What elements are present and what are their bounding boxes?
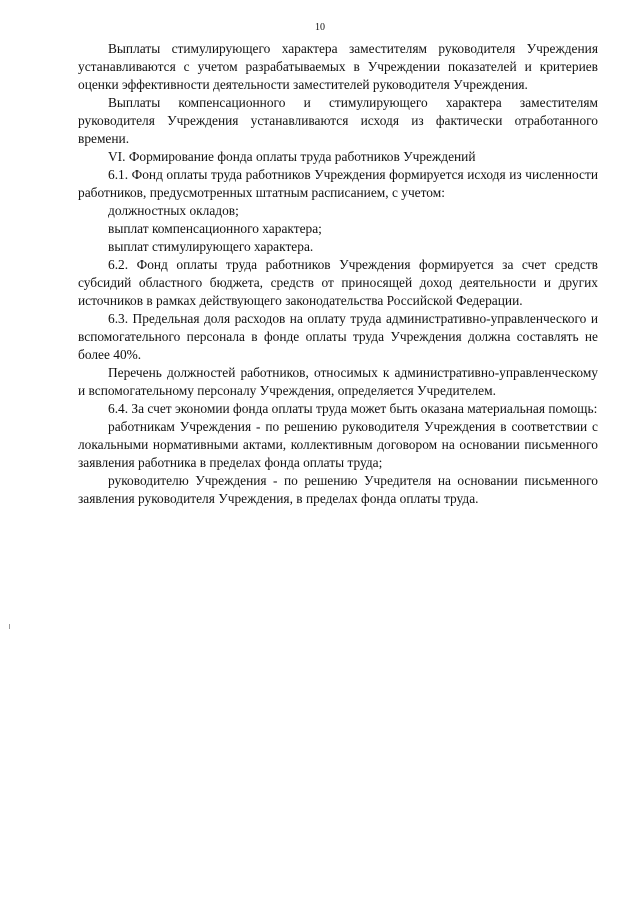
clause-6-2: 6.2. Фонд оплаты труда работников Учреждения формируется за счет средств субсидий областного бюджета, средств от приносящей доход деятельности и других источников в рамках действующего законодательства Российской Федерации. — [78, 257, 598, 308]
list-item-compensation: выплат компенсационного характера; — [108, 221, 322, 236]
clause-6-3: 6.3. Предельная доля расходов на оплату труда административно-управленческого и вспомогательного персонала в фонде оплаты труда Учреждения должна составлять не более 40%. — [78, 311, 598, 362]
list-item-salaries: должностных окладов; — [108, 203, 239, 218]
section-heading: VI. Формирование фонда оплаты труда работников Учреждений — [108, 149, 476, 164]
scan-margin-mark — [9, 624, 10, 629]
clause-6-3-staff-list: Перечень должностей работников, относимых к административно-управленческому и вспомогательному персоналу Учреждения, определяется Учредителем. — [78, 365, 598, 398]
page-number: 10 — [315, 22, 325, 33]
paragraph-deputy-compensation: Выплаты компенсационного и стимулирующего характера заместителям руководителя Учреждения устанавливаются исходя из фактически отработанного времени. — [78, 95, 598, 146]
list-item-incentive: выплат стимулирующего характера. — [108, 239, 314, 254]
document-body — [78, 40, 598, 508]
clause-6-1: 6.1. Фонд оплаты труда работников Учреждения формируется исходя из численности работников, предусмотренных штатным расписанием, с учетом: — [78, 167, 598, 200]
clause-6-4-director: руководителю Учреждения - по решению Учредителя на основании письменного заявления руководителя Учреждения, в пределах фонда оплаты труда. — [78, 473, 598, 506]
clause-6-4-employees: работникам Учреждения - по решению руководителя Учреждения в соответствии с локальными нормативными актами, коллективным договором на основании письменного заявления работника в пределах фонда оплаты труда; — [78, 419, 598, 470]
clause-6-4: 6.4. За счет экономии фонда оплаты труда может быть оказана материальная помощь: — [108, 401, 598, 416]
paragraph-deputy-incentive: Выплаты стимулирующего характера заместителям руководителя Учреждения устанавливаются с учетом разрабатываемых в Учреждении показателей и критериев оценки эффективности деятельности заместителей руководителя Учреждения. — [78, 41, 598, 92]
